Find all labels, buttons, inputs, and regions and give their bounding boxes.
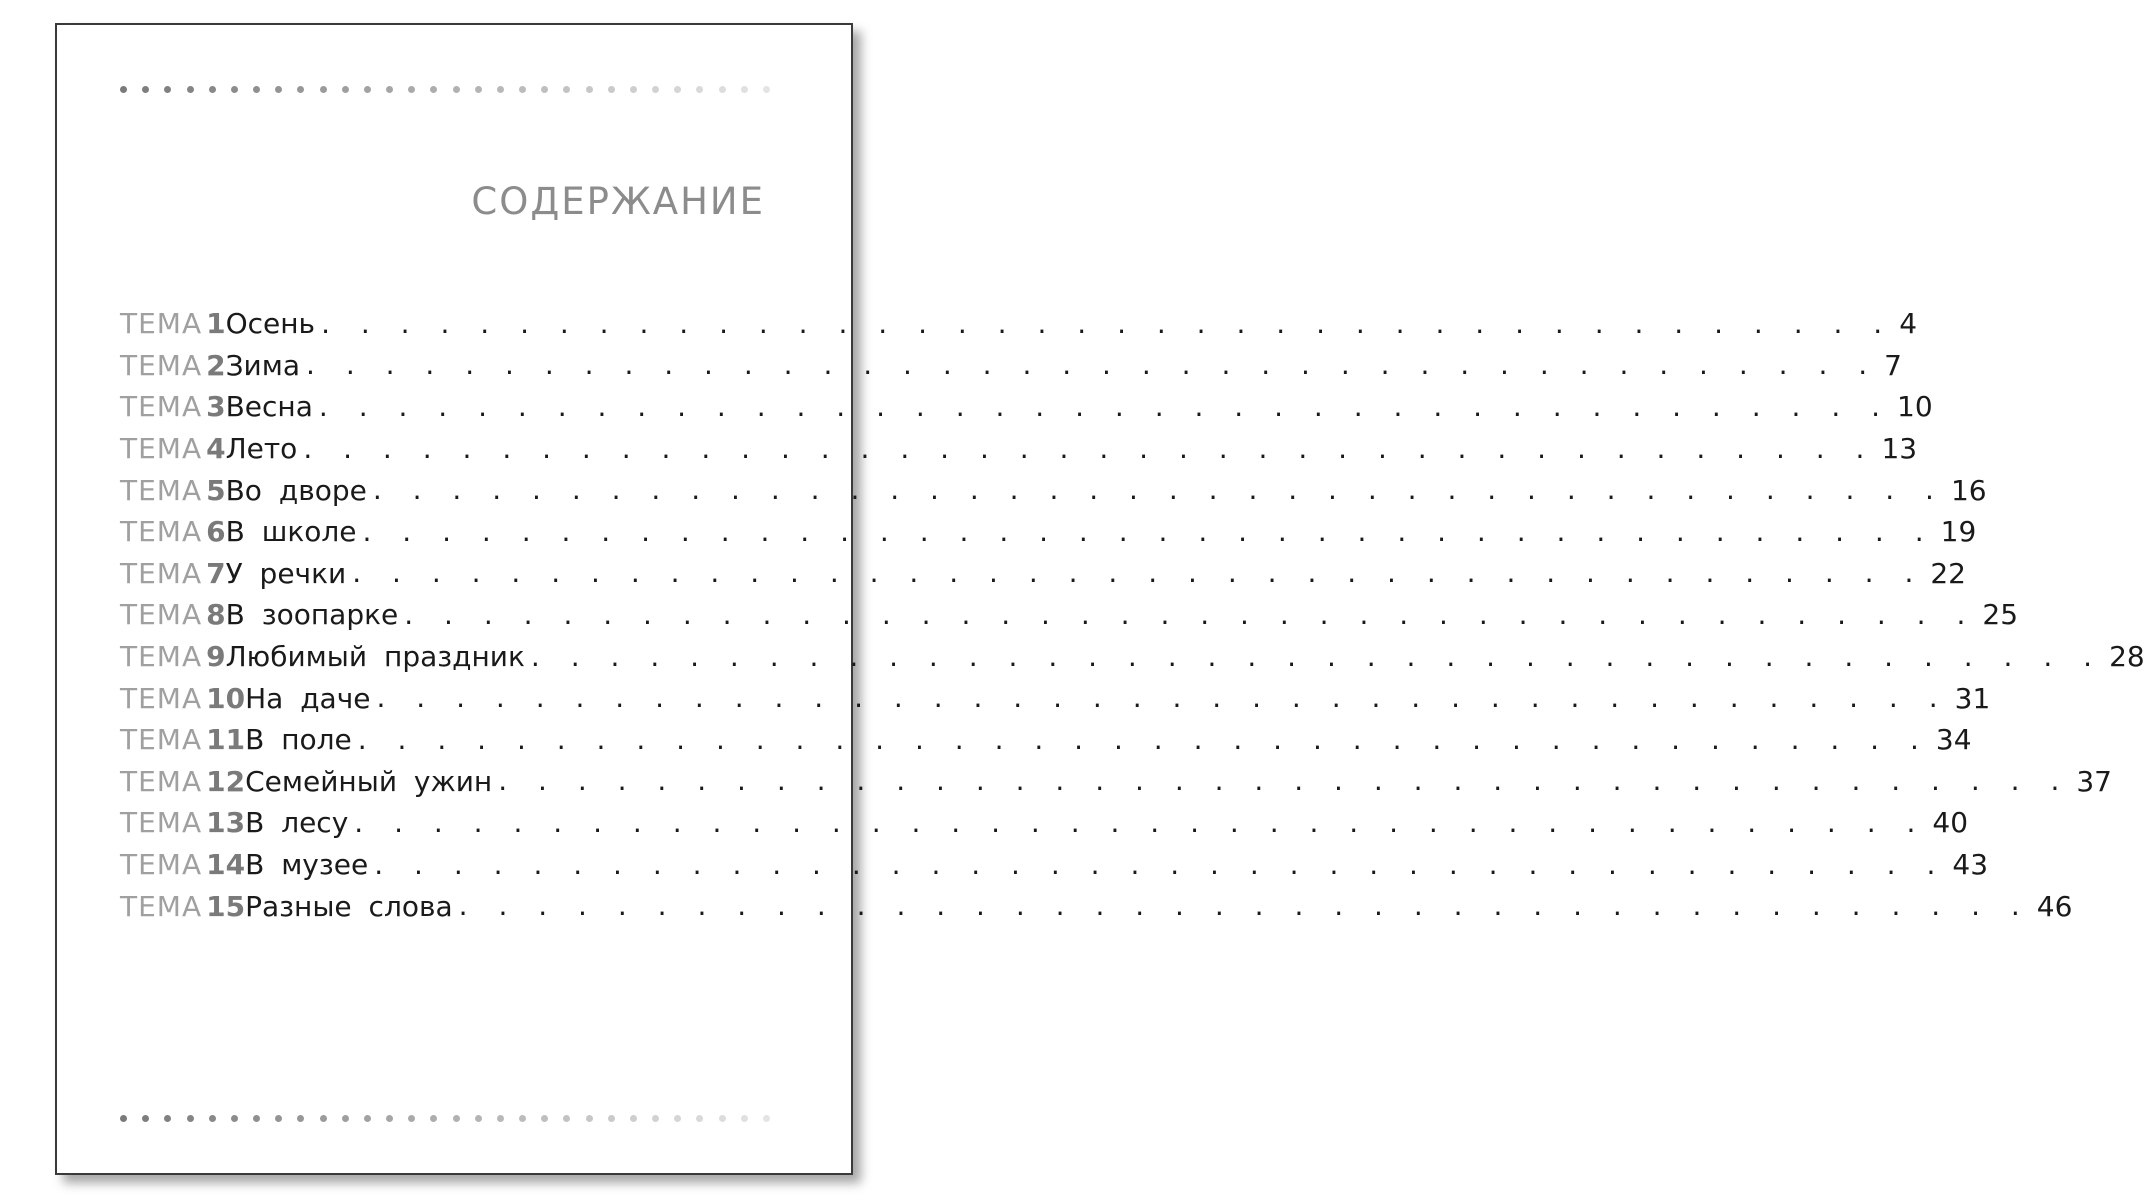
rule-dot (696, 1115, 703, 1122)
toc-topic-label: ТЕМА (120, 515, 203, 549)
rule-dot (187, 86, 194, 93)
toc-entry[interactable] (120, 885, 2073, 927)
rule-dot (408, 1115, 415, 1122)
rule-dot (320, 86, 327, 93)
toc-entry[interactable] (120, 303, 1918, 345)
rule-dot (342, 1115, 349, 1122)
toc-entry[interactable] (120, 553, 1966, 595)
toc-topic-label: ТЕМА (120, 640, 203, 674)
rule-dot (209, 1115, 216, 1122)
rule-dot (253, 1115, 260, 1122)
toc-topic-label: ТЕМА (120, 723, 203, 757)
toc-topic-number: 13 (206, 806, 246, 840)
rule-dot (719, 1115, 726, 1122)
rule-dot (164, 1115, 171, 1122)
toc-topic-number: 15 (206, 889, 246, 923)
rule-dot (541, 86, 548, 93)
rule-dot (453, 86, 460, 93)
toc-page-number: 28 (2109, 640, 2145, 674)
rule-dot (231, 86, 238, 93)
toc-topic-name: Лето (225, 432, 298, 466)
toc-page-number: 43 (1952, 848, 1989, 882)
toc-entry[interactable] (120, 761, 2112, 803)
rule-dot (320, 1115, 327, 1122)
rule-dot (386, 86, 393, 93)
toc-topic-label: ТЕМА (120, 598, 203, 632)
toc-dot-leader: . . . . . . . . . . . . . . . . . . . . . . . . . . . . . . . . . . . . . . . . (303, 431, 1876, 465)
toc-entry[interactable] (120, 428, 1918, 470)
toc-topic-number: 10 (206, 681, 246, 715)
toc-entry[interactable] (120, 677, 1991, 719)
toc-dot-leader: . . . . . . . . . . . . . . . . . . . . . . . . . . . . . . . . . . . . . . . . (357, 722, 1930, 756)
toc-topic-name: В школе (225, 515, 357, 549)
rule-dot (430, 1115, 437, 1122)
toc-dot-leader: . . . . . . . . . . . . . . . . . . . . . . . . . . . . . . . . . . . . . . . . (376, 681, 1949, 715)
toc-topic-name: Любимый праздник (225, 640, 525, 674)
toc-topic-label: ТЕМА (120, 848, 203, 882)
toc-topic-number: 1 (206, 307, 226, 341)
toc-page-number: 4 (1899, 307, 1918, 341)
toc-topic-label: ТЕМА (120, 889, 203, 923)
toc-topic-name: В зоопарке (225, 598, 399, 632)
dotted-rule-bottom (120, 1113, 770, 1123)
toc-topic-label: ТЕМА (120, 348, 203, 382)
toc-dot-leader: . . . . . . . . . . . . . . . . . . . . . . . . . . . . . . . . . . . . . . . . (321, 306, 1894, 340)
rule-dot (719, 86, 726, 93)
toc-dot-leader: . . . . . . . . . . . . . . . . . . . . . . . . . . . . . . . . . . . . . . . . (318, 389, 1892, 423)
rule-dot (741, 86, 748, 93)
toc-topic-name: Осень (225, 307, 316, 341)
toc-topic-number: 9 (206, 640, 226, 674)
toc-entry[interactable] (120, 469, 1987, 511)
rule-dot (763, 1115, 770, 1122)
toc-dot-leader: . . . . . . . . . . . . . . . . . . . . . . . . . . . . . . . . . . . . . . . . (362, 514, 1935, 548)
rule-dot (497, 1115, 504, 1122)
toc-page-number: 19 (1940, 515, 1977, 549)
toc-topic-name: Семейный ужин (245, 764, 493, 798)
rule-dot (763, 86, 770, 93)
toc-dot-leader: . . . . . . . . . . . . . . . . . . . . . . . . . . . . . . . . . . . . . . . . (458, 889, 2031, 923)
toc-page-number: 40 (1932, 806, 1969, 840)
toc-page-number: 13 (1881, 432, 1918, 466)
toc-dot-leader: . . . . . . . . . . . . . . . . . . . . . . . . . . . . . . . . . . . . . . . . (306, 348, 1879, 382)
toc-topic-number: 4 (206, 432, 226, 466)
rule-dot (142, 1115, 149, 1122)
toc-entry[interactable] (120, 345, 1902, 387)
toc-dot-leader: . . . . . . . . . . . . . . . . . . . . . . . . . . . . . . . . . . . . . . . . (498, 764, 2071, 798)
toc-topic-name: Весна (225, 390, 313, 424)
toc-topic-number: 5 (206, 473, 226, 507)
toc-topic-label: ТЕМА (120, 307, 203, 341)
rule-dot (275, 1115, 282, 1122)
toc-dot-leader: . . . . . . . . . . . . . . . . . . . . . . . . . . . . . . . . . . . . . . . . (374, 847, 1947, 881)
rule-dot (652, 86, 659, 93)
toc-topic-name: В музее (245, 848, 369, 882)
rule-dot (120, 1115, 127, 1122)
toc-entry[interactable] (120, 636, 2145, 678)
table-of-contents (120, 303, 2145, 927)
toc-topic-number: 6 (206, 515, 226, 549)
toc-topic-number: 8 (206, 598, 226, 632)
toc-topic-number: 11 (206, 723, 246, 757)
rule-dot (586, 86, 593, 93)
rule-dot (652, 1115, 659, 1122)
toc-topic-label: ТЕМА (120, 681, 203, 715)
rule-dot (519, 86, 526, 93)
toc-topic-label: ТЕМА (120, 764, 203, 798)
dotted-rule-top (120, 84, 770, 94)
rule-dot (164, 86, 171, 93)
toc-topic-name: У речки (225, 556, 347, 590)
rule-dot (142, 86, 149, 93)
toc-dot-leader: . . . . . . . . . . . . . . . . . . . . . . . . . . . . . . . . . . . . . . . . (352, 556, 1925, 590)
rule-dot (497, 86, 504, 93)
toc-topic-number: 7 (206, 556, 226, 590)
toc-entry[interactable] (120, 844, 1989, 886)
rule-dot (475, 1115, 482, 1122)
rule-dot (253, 86, 260, 93)
rule-dot (674, 1115, 681, 1122)
toc-topic-label: ТЕМА (120, 806, 203, 840)
rule-dot (297, 1115, 304, 1122)
rule-dot (408, 86, 415, 93)
toc-topic-label: ТЕМА (120, 473, 203, 507)
toc-topic-label: ТЕМА (120, 390, 203, 424)
toc-page-number: 34 (1935, 723, 1972, 757)
rule-dot (586, 1115, 593, 1122)
rule-dot (364, 86, 371, 93)
toc-entry[interactable] (120, 511, 1977, 553)
toc-topic-name: В лесу (245, 806, 349, 840)
rule-dot (741, 1115, 748, 1122)
rule-dot (608, 1115, 615, 1122)
rule-dot (696, 86, 703, 93)
rule-dot (563, 86, 570, 93)
toc-entry[interactable] (120, 719, 1972, 761)
rule-dot (563, 1115, 570, 1122)
rule-dot (519, 1115, 526, 1122)
toc-page-number: 16 (1950, 473, 1987, 507)
toc-page-number: 46 (2036, 889, 2073, 923)
toc-topic-name: Зима (225, 348, 301, 382)
toc-topic-name: В поле (245, 723, 352, 757)
rule-dot (630, 86, 637, 93)
rule-dot (674, 86, 681, 93)
rule-dot (120, 86, 127, 93)
toc-page-number: 22 (1930, 556, 1966, 590)
toc-topic-label: ТЕМА (120, 432, 203, 466)
toc-topic-label: ТЕМА (120, 556, 203, 590)
toc-topic-number: 12 (206, 764, 246, 798)
rule-dot (187, 1115, 194, 1122)
rule-dot (275, 86, 282, 93)
rule-dot (630, 1115, 637, 1122)
rule-dot (475, 86, 482, 93)
rule-dot (297, 86, 304, 93)
book-page (55, 23, 2145, 1175)
rule-dot (541, 1115, 548, 1122)
rule-dot (231, 1115, 238, 1122)
toc-topic-number: 14 (206, 848, 246, 882)
rule-dot (386, 1115, 393, 1122)
page-title: СОДЕРЖАНИЕ (471, 180, 765, 223)
toc-topic-number: 2 (206, 348, 226, 382)
rule-dot (430, 86, 437, 93)
toc-topic-name: Разные слова (245, 889, 453, 923)
toc-page-number: 37 (2076, 764, 2112, 798)
toc-page-number: 31 (1954, 681, 1991, 715)
toc-topic-name: На даче (245, 681, 371, 715)
toc-entry[interactable] (120, 594, 2019, 636)
toc-topic-name: Во дворе (225, 473, 367, 507)
rule-dot (364, 1115, 371, 1122)
toc-dot-leader: . . . . . . . . . . . . . . . . . . . . . . . . . . . . . . . . . . . . . . . . (404, 597, 1977, 631)
toc-entry[interactable] (120, 802, 1969, 844)
toc-topic-number: 3 (206, 390, 226, 424)
toc-entry[interactable] (120, 386, 1933, 428)
toc-page-number: 25 (1982, 598, 2019, 632)
toc-page-number: 10 (1897, 390, 1933, 424)
rule-dot (342, 86, 349, 93)
toc-dot-leader: . . . . . . . . . . . . . . . . . . . . . . . . . . . . . . . . . . . . . . . . (530, 639, 2104, 673)
rule-dot (453, 1115, 460, 1122)
rule-dot (209, 86, 216, 93)
toc-dot-leader: . . . . . . . . . . . . . . . . . . . . . . . . . . . . . . . . . . . . . . . . (354, 805, 1927, 839)
toc-dot-leader: . . . . . . . . . . . . . . . . . . . . . . . . . . . . . . . . . . . . . . . . (372, 473, 1945, 507)
rule-dot (608, 86, 615, 93)
toc-page-number: 7 (1884, 348, 1902, 382)
